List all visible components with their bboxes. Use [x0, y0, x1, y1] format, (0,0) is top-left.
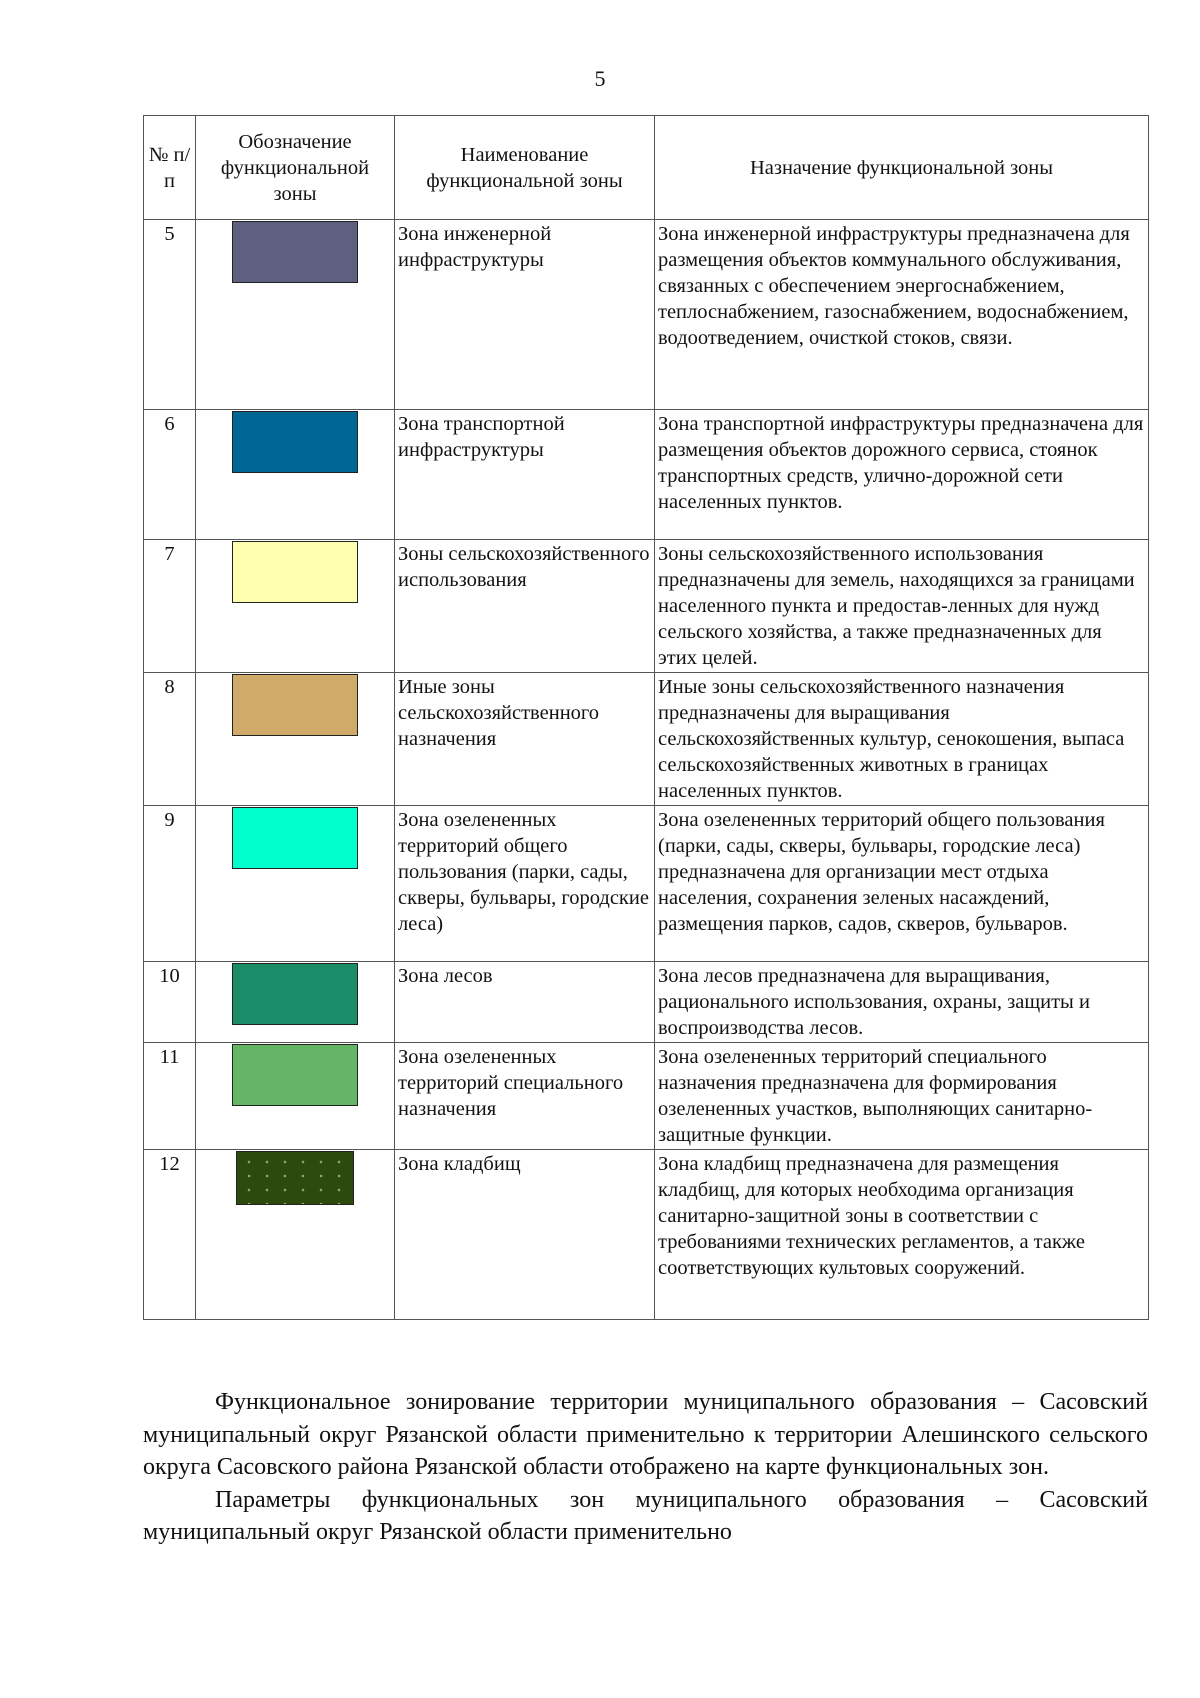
table-row: [144, 673, 1149, 806]
zone-color-swatch: [232, 963, 358, 1025]
table-row: [144, 1043, 1149, 1150]
zone-symbol-cell: [196, 673, 395, 806]
zone-purpose: Зона озелененных территорий общего пользования (парки, сады, скверы, бульвары, городские леса) предназначена для организации мест отдыха населения, сохранения зеленых насаждений, размещения парков, садов, скверов, бульваров.: [655, 806, 1149, 962]
row-num: 5: [144, 220, 196, 410]
header-name: Наименование функциональной зоны: [395, 116, 655, 220]
zone-purpose: Зона кладбищ предназначена для размещения кладбищ, для которых необходима организация санитарно-защитной зоны в соответствии с требованиями технических регламентов, а также соответствующих культовых сооружений.: [655, 1150, 1149, 1320]
header-purpose: Назначение функциональной зоны: [655, 116, 1149, 220]
zone-color-swatch: [232, 1044, 358, 1106]
zone-purpose: Зона лесов предназначена для выращивания, рационального использования, охраны, защиты и воспроизводства лесов.: [655, 962, 1149, 1043]
zone-color-swatch: [232, 807, 358, 869]
zone-symbol-cell: [196, 220, 395, 410]
zone-purpose: Зона инженерной инфраструктуры предназначена для размещения объектов коммунального обслуживания, связанных с обеспечением энергоснабжением, теплоснабжением, газоснабжением, водоснабжением, водоотведением, очисткой стоков, связи.: [655, 220, 1149, 410]
zone-name: Зона транспортной инфраструктуры: [395, 410, 655, 540]
functional-zones-table: [143, 115, 1149, 1320]
zone-color-swatch: [232, 674, 358, 736]
zone-purpose: Зоны сельскохозяйственного использования предназначены для земель, находящихся за границами населенного пункта и предостав-ленных для нужд сельского хозяйства, а также предназначенных для этих целей.: [655, 540, 1149, 673]
row-num: 7: [144, 540, 196, 673]
table-row: [144, 1150, 1149, 1320]
header-symbol: Обозначение функциональной зоны: [196, 116, 395, 220]
zone-purpose: Иные зоны сельскохозяйственного назначения предназначены для выращивания сельскохозяйственных культур, сенокошения, выпаса сельскохозяйственных животных в границах населенных пунктов.: [655, 673, 1149, 806]
zone-symbol-cell: [196, 1043, 395, 1150]
table-row: [144, 540, 1149, 673]
header-num: № п/п: [144, 116, 196, 220]
row-num: 10: [144, 962, 196, 1043]
table-row: [144, 806, 1149, 962]
zone-name: Зоны сельскохозяйственного использования: [395, 540, 655, 673]
row-num: 6: [144, 410, 196, 540]
paragraph: Функциональное зонирование территории муниципального образования – Сасовский муниципальный округ Рязанской области применительно к территории Алешинского сельского округа Сасовского района Рязанской области отображено на карте функциональных зон.: [143, 1389, 1148, 1480]
zone-color-swatch: [232, 411, 358, 473]
zone-symbol-cell: [196, 540, 395, 673]
zone-color-swatch: [232, 221, 358, 283]
zone-name: Зона озелененных территорий общего пользования (парки, сады, скверы, бульвары, городские леса): [395, 806, 655, 962]
zone-symbol-cell: [196, 410, 395, 540]
zone-name: Зона кладбищ: [395, 1150, 655, 1320]
row-num: 8: [144, 673, 196, 806]
zone-symbol-cell: [196, 806, 395, 962]
zone-symbol-cell: [196, 962, 395, 1043]
zone-symbol-cell: [196, 1150, 395, 1320]
zone-name: Зона инженерной инфраструктуры: [395, 220, 655, 410]
table-row: [144, 962, 1149, 1043]
table-row: [144, 220, 1149, 410]
cemetery-pattern-swatch: [236, 1151, 354, 1205]
zone-name: Иные зоны сельскохозяйственного назначения: [395, 673, 655, 806]
row-num: 11: [144, 1043, 196, 1150]
table-row: [144, 410, 1149, 540]
page-number: 5: [594, 66, 606, 91]
row-num: 9: [144, 806, 196, 962]
zone-purpose: Зона озелененных территорий специального назначения предназначена для формирования озелененных участков, выполняющих санитарно-защитные функции.: [655, 1043, 1149, 1150]
zone-name: Зона озелененных территорий специального назначения: [395, 1043, 655, 1150]
table-header-row: [144, 116, 1149, 220]
paragraph: Параметры функциональных зон муниципального образования – Сасовский муниципальный округ Рязанской области применительно: [143, 1486, 1148, 1545]
body-text: [143, 1386, 1148, 1549]
zone-purpose: Зона транспортной инфраструктуры предназначена для размещения объектов дорожного сервиса, стоянок транспортных средств, улично-дорожной сети населенных пунктов.: [655, 410, 1149, 540]
zone-color-swatch: [232, 541, 358, 603]
zone-name: Зона лесов: [395, 962, 655, 1043]
row-num: 12: [144, 1150, 196, 1320]
